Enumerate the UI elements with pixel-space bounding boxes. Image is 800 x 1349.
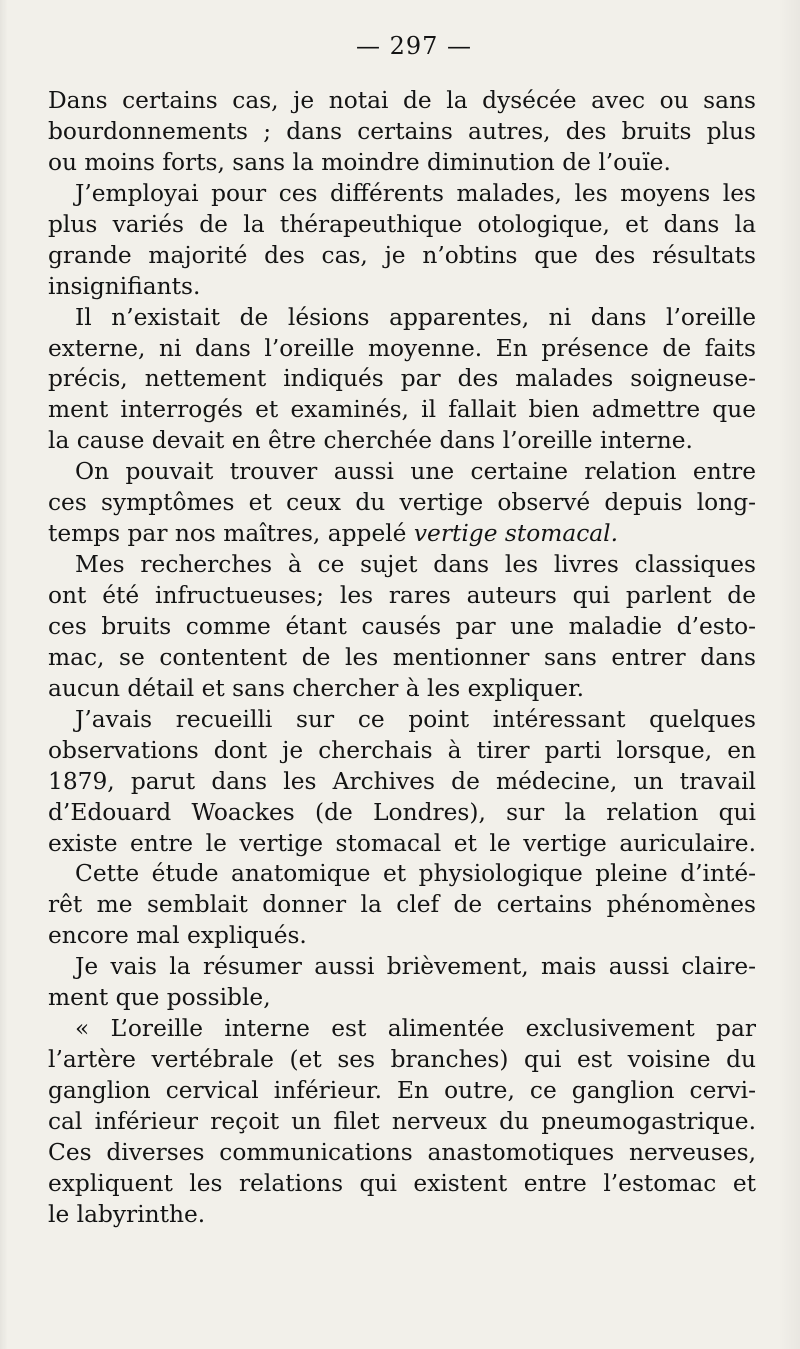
text-line: On pouvait trouver aussi une certaine relation entre xyxy=(75,458,756,486)
text-line: J’employai pour ces différents malades, les moyens les xyxy=(75,179,756,207)
text-line: « L’oreille interne est alimentée exclusivement par xyxy=(75,1015,756,1043)
text-line: expliquent les relations qui existent entre l’estomac et xyxy=(48,1169,756,1197)
text-line: cal inférieur reçoit un filet nerveux du pneumogastrique. xyxy=(48,1107,756,1135)
text-line: mac, se contentent de les mentionner sans entrer dans xyxy=(48,643,756,671)
text-line: Je vais la résumer aussi brièvement, mais aussi claire- xyxy=(75,953,756,981)
text-line: insignifiants. xyxy=(48,272,201,300)
text-line: 1879, parut dans les Archives de médecine, un travail xyxy=(48,767,756,795)
text-line: ment interrogés et examinés, il fallait bien admettre que xyxy=(48,396,756,424)
page-edge-shadow xyxy=(778,0,800,1349)
text-line: d’Edouard Woackes (de Londres), sur la relation qui xyxy=(48,798,756,826)
text-line: la cause devait en être cherchée dans l’oreille interne. xyxy=(48,427,693,455)
text-line: ganglion cervical inférieur. En outre, ce ganglion cervi- xyxy=(48,1077,756,1104)
text-line: ces symptômes et ceux du vertige observé depuis long- xyxy=(48,489,756,517)
text-line: existe entre le vertige stomacal et le vertige auriculaire. xyxy=(48,829,756,857)
text-line-start: temps par nos maîtres, appelé xyxy=(48,520,414,548)
text-line: grande majorité des cas, je n’obtins que des résultats xyxy=(48,241,756,269)
text-line: Cette étude anatomique et physiologique pleine d’inté- xyxy=(75,860,756,888)
text-line: aucun détail et sans chercher à les expliquer. xyxy=(48,674,585,702)
text-line: Il n’existait de lésions apparentes, ni dans l’oreille xyxy=(75,303,756,331)
text-line: Mes recherches à ce sujet dans les livres classiques xyxy=(75,551,756,579)
page-body-text xyxy=(48,86,756,1231)
text-line: plus variés de la thérapeuthique otologique, et dans la xyxy=(48,210,756,238)
text-line: externe, ni dans l’oreille moyenne. En présence de faits xyxy=(48,334,756,362)
text-line: Dans certains cas, je notai de la dysécée avec ou sans xyxy=(48,87,756,114)
text-line: encore mal expliqués. xyxy=(48,922,307,950)
text-line: ces bruits comme étant causés par une maladie d’esto- xyxy=(48,612,756,640)
text-line: Ces diverses communications anastomotiques nerveuses, xyxy=(48,1138,756,1166)
text-line: observations dont je cherchais à tirer parti lorsque, en xyxy=(48,736,756,764)
text-line: ment que possible, xyxy=(48,984,271,1012)
text-line: J’avais recueilli sur ce point intéressant quelques xyxy=(75,705,756,733)
text-line: l’artère vertébrale (et ses branches) qui est voisine du xyxy=(48,1046,756,1074)
text-line: ont été infructueuses; les rares auteurs qui parlent de xyxy=(48,582,756,609)
text-line: le labyrinthe. xyxy=(48,1200,206,1228)
text-line: ou moins forts, sans la moindre diminution de l’ouïe. xyxy=(48,148,671,176)
italic-term: vertige stomacal. xyxy=(413,520,619,548)
text-line xyxy=(48,519,756,550)
page-gutter-shadow xyxy=(0,0,8,1349)
text-line: rêt me semblait donner la clef de certains phénomènes xyxy=(48,891,756,919)
page-number: — 297 — xyxy=(355,32,473,60)
text-line: bourdonnements ; dans certains autres, des bruits plus xyxy=(48,117,756,145)
text-line: précis, nettement indiqués par des malades soigneuse- xyxy=(48,365,756,393)
